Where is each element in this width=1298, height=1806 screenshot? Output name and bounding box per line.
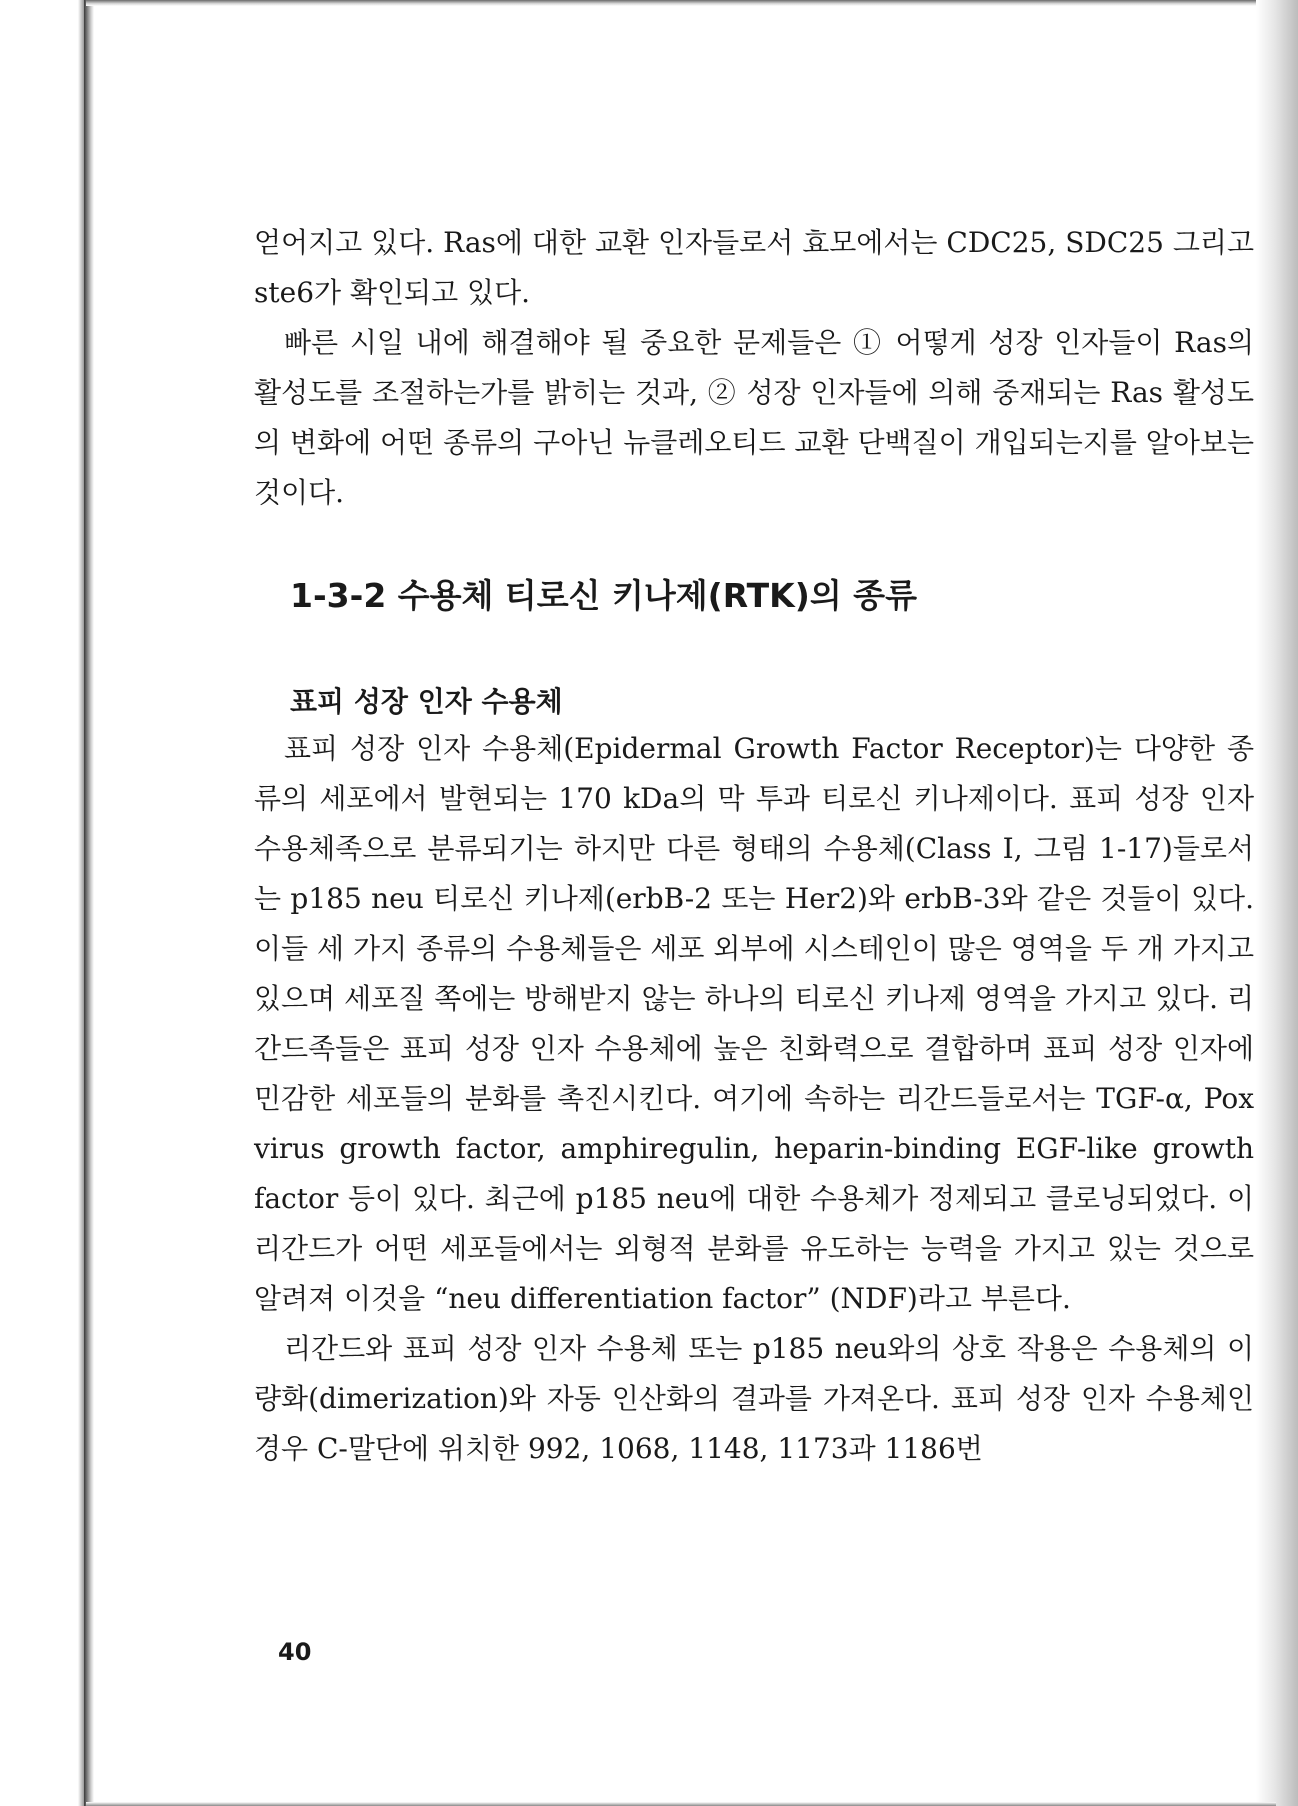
paragraph-open-questions: 빠른 시일 내에 해결해야 될 중요한 문제들은 ① 어떻게 성장 인자들이 Ras의 활성도를 조절하는가를 밝히는 것과, ② 성장 인자들에 의해 중재되는 Ras 활성도의 변화에 어떤 종류의 구아닌 뉴클레오티드 교환 단백질이 개입되는지를 알아보는 것이다. [254,326,1254,509]
paragraph-egf-receptor: 표피 성장 인자 수용체(Epidermal Growth Factor Receptor)는 다양한 종류의 세포에서 발현되는 170 kDa의 막 투과 티로신 키나제이다. 표피 성장 인자 수용체족으로 분류되기는 하지만 다른 형태의 수용체(Class I, 그림 1-17)들로서는 p185 neu 티로신 키나제(erbB-2 또는 Her2)와 erbB-3와 같은 것들이 있다. 이들 세 가지 종류의 수용체들은 세포 외부에 시스테인이 많은 영역을 두 개 가지고 있으며 세포질 쪽에는 방해받지 않는 하나의 티로신 키나제 영역을 가지고 있다. 리간드족들은 표피 성장 인자 수용체에 높은 친화력으로 결합하며 표피 성장 인자에 민감한 세포들의 분화를 촉진시킨다. 여기에 속하는 리간드들로서는 TGF-α, Pox virus growth factor, amphiregulin, heparin-binding EGF-like growth factor 등이 있다. 최근에 p185 neu에 대한 수용체가 정제되고 클로닝되었다. 이 리간드가 어떤 세포들에서는 외형적 분화를 유도하는 능력을 가지고 있는 것으로 알려져 이것을 “neu differentiation factor” (NDF)라고 부른다. [254,732,1254,1315]
subsection-heading: 표피 성장 인자 수용체 [290,685,563,718]
paragraph-ras-exchange-factors: 얻어지고 있다. Ras에 대한 교환 인자들로서 효모에서는 CDC25, SDC25 그리고 ste6가 확인되고 있다. [254,226,1254,309]
paragraph-ligand-interaction: 리간드와 표피 성장 인자 수용체 또는 p185 neu와의 상호 작용은 수용체의 이량화(dimerization)와 자동 인산화의 결과를 가져온다. 표피 성장 인자 수용체인 경우 C-말단에 위치한 992, 1068, 1148, 1173과 1186번 [254,1332,1254,1465]
page-right-shadow [1256,0,1298,1806]
page-left-edge [84,0,94,1806]
page-bottom-edge [86,1802,1276,1806]
section-heading: 1-3-2 수용체 티로신 키나제(RTK)의 종류 [290,576,917,615]
page-body [94,6,1256,1802]
page-number: 40 [278,1638,312,1666]
bottom-text-block [254,724,1254,1474]
top-text-block [254,218,1254,518]
